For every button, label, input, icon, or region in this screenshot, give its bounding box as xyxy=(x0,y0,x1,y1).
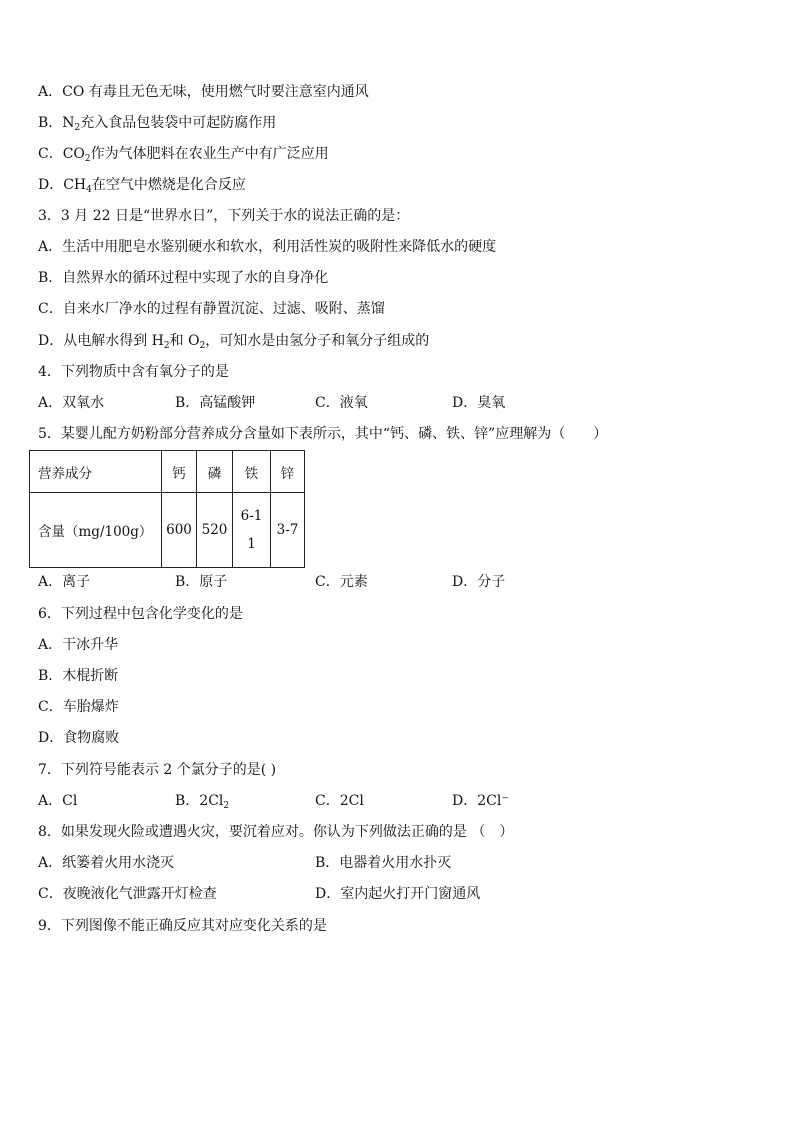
q3-stem: 3．3 月 22 日是“世界水日”，下列关于水的说法正确的是： xyxy=(38,208,410,224)
q2-option-c-text: C．CO xyxy=(38,146,85,162)
subscript: 2 xyxy=(199,341,206,351)
q6-option-b: B．木棍折断 xyxy=(38,668,119,684)
table-header-row xyxy=(30,451,305,493)
table-header-cell: 磷 xyxy=(197,451,233,493)
q2-option-c xyxy=(38,145,329,163)
q2-option-b-text: B．N xyxy=(38,115,75,131)
q3-option-d-text: D．从电解水得到 H xyxy=(38,333,164,349)
subscript: 2 xyxy=(223,801,230,811)
table-header-cell: 铁 xyxy=(233,451,271,493)
q2-option-d xyxy=(38,176,246,194)
q4-option-b: B．高锰酸钾 xyxy=(175,395,256,411)
table-cell: 3-7 xyxy=(271,493,305,568)
q6-option-a: A．干冰升华 xyxy=(38,637,119,653)
table-cell: 520 xyxy=(197,493,233,568)
q3-option-b: B．自然界水的循环过程中实现了水的自身净化 xyxy=(38,270,329,286)
q2-option-b-text-post: 充入食品包装袋中可起防腐作用 xyxy=(80,115,277,131)
q5-option-d: D．分子 xyxy=(452,574,506,590)
q3-option-a: A．生活中用肥皂水鉴别硬水和软水，利用活性炭的吸附性来降低水的硬度 xyxy=(38,239,497,255)
subscript: 2 xyxy=(74,123,81,133)
subscript: 4 xyxy=(86,185,92,195)
q7-option-a: A．Cl xyxy=(38,793,78,809)
q2-option-c-text-post: 作为气体肥料在农业生产中有广泛应用 xyxy=(90,146,329,162)
iron-value-line1: 6-1 xyxy=(240,508,263,524)
q2-option-a xyxy=(38,83,369,101)
q6-option-c: C．车胎爆炸 xyxy=(38,699,119,715)
q8-option-d: D．室内起火打开门窗通风 xyxy=(315,886,481,902)
q6-option-d: D．食物腐败 xyxy=(38,730,120,746)
q5-stem: 5．某婴儿配方奶粉部分营养成分含量如下表所示，其中“钙、磷、铁、锌”应理解为（ ） xyxy=(38,426,608,442)
table-header-cell: 钙 xyxy=(162,451,197,493)
q7-option-b xyxy=(175,792,229,810)
q3-option-d-text-mid: 和 O xyxy=(169,333,200,349)
q8-option-a: A．纸篓着火用水浇灭 xyxy=(38,855,175,871)
q2-option-d-text: D．CH xyxy=(38,177,87,193)
q7-option-d: D．2Cl⁻ xyxy=(452,793,509,809)
q9-stem: 9．下列图像不能正确反应其对应变化关系的是 xyxy=(38,918,327,934)
q4-option-a: A．双氧水 xyxy=(38,395,105,411)
nutrition-table xyxy=(29,450,305,568)
q4-option-d: D．臭氧 xyxy=(452,395,506,411)
q5-option-a: A．离子 xyxy=(38,574,91,590)
table-cell-iron xyxy=(233,493,271,568)
iron-value-line2: 1 xyxy=(247,536,256,552)
table-header-cell: 锌 xyxy=(271,451,305,493)
q6-stem: 6．下列过程中包含化学变化的是 xyxy=(38,606,243,622)
subscript: 2 xyxy=(84,154,91,164)
q5-option-c: C．元素 xyxy=(315,574,368,590)
q2-option-a-text: A．CO 有毒且无色无味，使用燃气时要注意室内通风 xyxy=(38,84,369,100)
q2-option-b xyxy=(38,114,276,132)
q5-option-b: B．原子 xyxy=(175,574,228,590)
table-header-cell: 营养成分 xyxy=(30,451,162,493)
table-cell: 600 xyxy=(162,493,197,568)
q8-option-b: B．电器着火用水扑灭 xyxy=(315,855,452,871)
q3-option-c: C．自来水厂净水的过程有静置沉淀、过滤、吸附、蒸馏 xyxy=(38,301,385,317)
q7-stem: 7．下列符号能表示 2 个氯分子的是( ) xyxy=(38,762,277,778)
q3-option-d xyxy=(38,332,429,350)
q8-stem: 8．如果发现火险或遭遇火灾，要沉着应对。你认为下列做法正确的是 （ ） xyxy=(38,824,514,840)
q4-option-c: C．液氧 xyxy=(315,395,368,411)
q8-option-c: C．夜晚液化气泄露开灯检查 xyxy=(38,886,217,902)
q7-option-b-text: B．2Cl xyxy=(175,793,224,809)
q2-option-d-text-post: 在空气中燃烧是化合反应 xyxy=(91,177,246,193)
table-cell: 含量（mg/100g） xyxy=(30,493,162,568)
q4-stem: 4．下列物质中含有氧分子的是 xyxy=(38,364,229,380)
q7-option-c: C．2Cl xyxy=(315,793,364,809)
subscript: 2 xyxy=(163,341,170,351)
table-row xyxy=(30,493,305,568)
q3-option-d-text-post: ，可知水是由氢分子和氧分子组成的 xyxy=(205,333,430,349)
